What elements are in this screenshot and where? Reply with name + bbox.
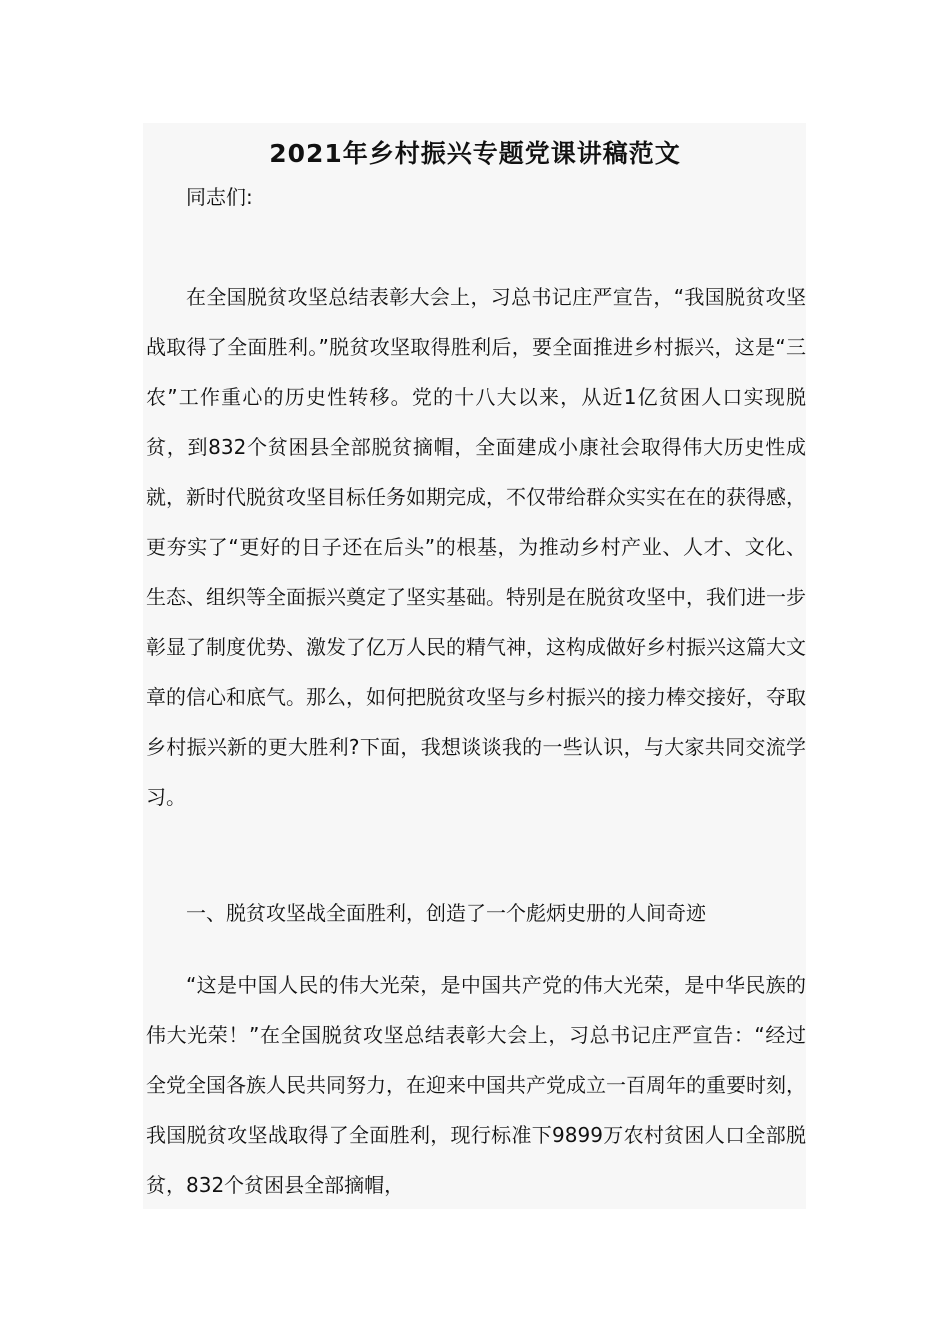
section-heading: 一、脱贫攻坚战全面胜利，创造了一个彪炳史册的人间奇迹 (186, 901, 706, 925)
document-title: 2021年乡村振兴专题党课讲稿范文 (269, 139, 681, 168)
salutation: 同志们: (186, 185, 253, 209)
intro-paragraph: 在全国脱贫攻坚总结表彰大会上，习总书记庄严宣告，“我国脱贫攻坚战取得了全面胜利。”脱贫攻坚取得胜利后，要全面推进乡村振兴，这是“三农”工作重心的历史性转移。党的十八大以来，从近1亿贫困人口实现脱贫，到832个贫困县全部脱贫摘帽，全面建成小康社会取得伟大历史性成就，新时代脱贫攻坚目标任务如期完成，不仅带给群众实实在在的获得感，更夯实了“更好的日子还在后头”的根基，为推动乡村产业、人才、文化、生态、组织等全面振兴奠定了坚实基础。特别是在脱贫攻坚中，我们进一步彰显了制度优势、激发了亿万人民的精气神，这构成做好乡村振兴这篇大文章的信心和底气。那么，如何把脱贫攻坚与乡村振兴的接力棒交接好，夺取乡村振兴新的更大胜利?下面，我想谈谈我的一些认识，与大家共同交流学习。 (146, 285, 806, 809)
section-paragraph: “这是中国人民的伟大光荣，是中国共产党的伟大光荣，是中华民族的伟大光荣！”在全国脱贫攻坚总结表彰大会上，习总书记庄严宣告：“经过全党全国各族人民共同努力，在迎来中国共产党成立一百周年的重要时刻，我国脱贫攻坚战取得了全面胜利，现行标准下9899万农村贫困人口全部脱贫，832个贫困县全部摘帽， (146, 973, 806, 1197)
